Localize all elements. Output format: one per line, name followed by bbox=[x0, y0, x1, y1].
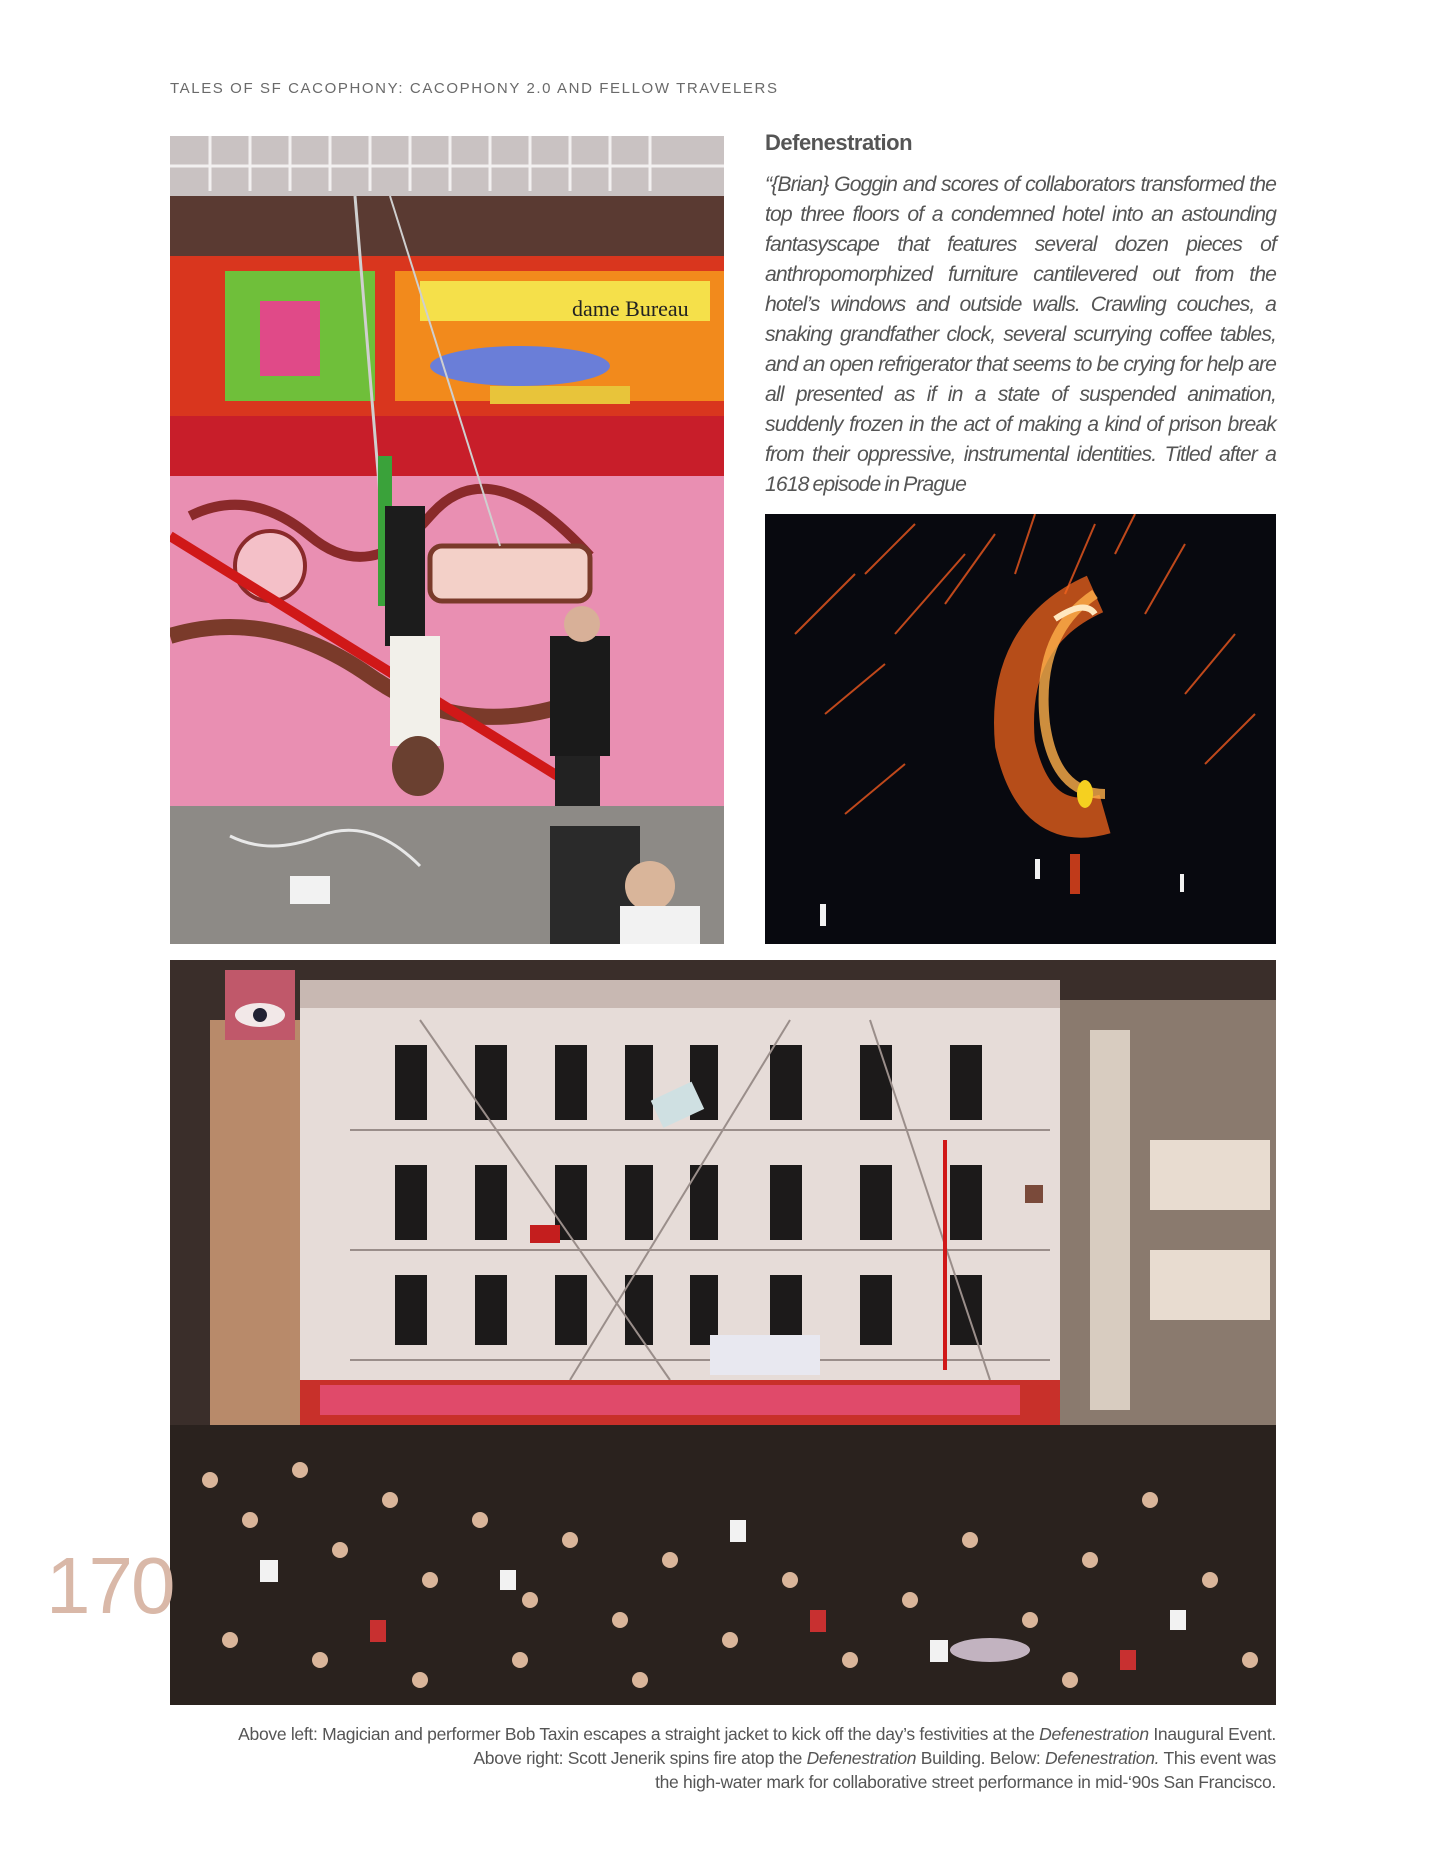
caption-line-2: Above right: Scott Jenerik spins fire atop the Defenestration Building. Below: Defenestration. This event was bbox=[473, 1748, 1276, 1768]
photo-escape-artist-art bbox=[170, 136, 724, 944]
caption-line-3: the high-water mark for collaborative street performance in mid-‘90s San Francisco. bbox=[655, 1772, 1276, 1792]
photo-caption bbox=[216, 1722, 1276, 1794]
photo-fire-spinning bbox=[765, 514, 1276, 944]
photo-fire-spinning-art bbox=[765, 514, 1276, 944]
mural-sign-text: dame Bureau bbox=[572, 296, 689, 321]
caption-line-1: Above left: Magician and performer Bob Taxin escapes a straight jacket to kick off the day’s festivities at the Defenestration Inaugural Event. bbox=[238, 1724, 1276, 1744]
article-body: “{Brian} Goggin and scores of collaborators transformed the top three floors of a condemned hotel into an astounding fantasyscape that features several dozen pieces of anthropomorphized furniture cantilevered out from the hotel’s windows and outside walls. Crawling couches, a snaking grandfather clock, several scurrying coffee tables, and an open refrigerator that seems to be crying for help are all presented as if in a state of suspended animation, suddenly frozen in the act of making a kind of prison break from their oppressive, instrumental identities. Titled after a 1618 episode in Prague bbox=[765, 173, 1276, 496]
running-head: TALES OF SF CACOPHONY: CACOPHONY 2.0 AND FELLOW TRAVELERS bbox=[170, 80, 779, 97]
photo-defenestration-building-art bbox=[170, 960, 1276, 1705]
photo-escape-artist bbox=[170, 136, 724, 944]
article-title: Defenestration bbox=[765, 130, 913, 155]
page-number: 170 bbox=[46, 1541, 174, 1630]
photo-defenestration-building bbox=[170, 960, 1276, 1705]
